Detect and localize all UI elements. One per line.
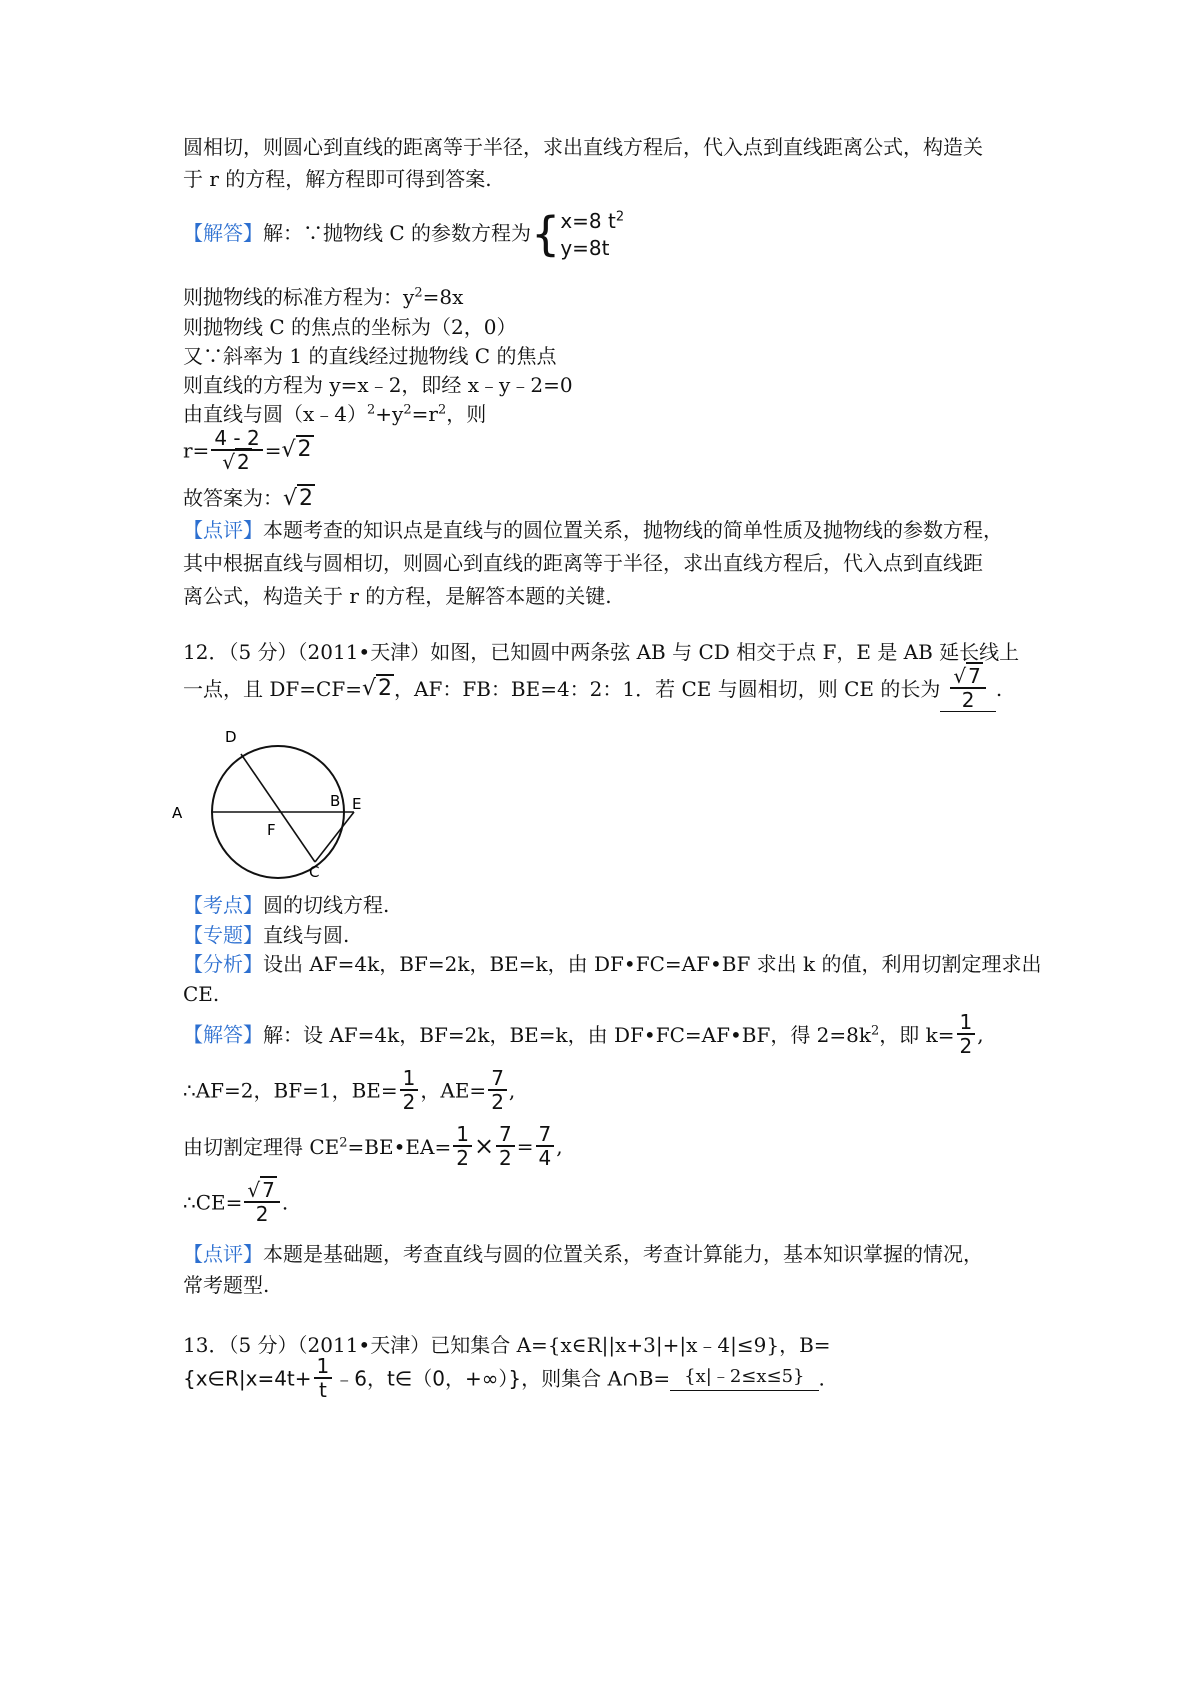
circle-figure xyxy=(168,722,368,880)
question-12-line: 一点，且 DF=CF=√2 ，AF：FB：BE=4：2：1．若 CE 与圆相切，则 CE 的长为 $\frac{√ 7}{2}$ . xyxy=(183,664,1003,712)
fx-line: 【分析】设出 AF=4k，BF=2k，BE=k，由 DF•FC=AF•BF 求出 k 的值，利用切割定理求出 xyxy=(183,952,1042,976)
answer-blank: {x|﹣2≤x≤5} xyxy=(670,1366,818,1391)
zt-line: 【专题】直线与圆. xyxy=(183,923,350,947)
tangent-ce xyxy=(315,812,354,862)
text-line: 则抛物线 C 的焦点的坐标为（2，0） xyxy=(183,315,517,339)
text-line: 故答案为：√2 xyxy=(183,486,314,511)
brace-icon: { xyxy=(531,207,561,261)
formula-r: r= $\frac{4 - 2}{√ 2}$ =√2 xyxy=(183,426,312,474)
text: 解：∵抛物线 C 的参数方程为 xyxy=(263,221,532,246)
text-line: 圆相切，则圆心到直线的距离等于半径，求出直线方程后，代入点到直线距离公式，构造关 xyxy=(183,135,983,159)
answer-line: 由切割定理得 $CE^2=BE•EA=$ $\frac{1}{2}$ × $\frac{7}{2}$ = $\frac{7}{4}$ , xyxy=(183,1122,563,1170)
answer-line: ∴CE= $\frac{√ 7}{2}$ . xyxy=(183,1178,289,1226)
answer-tag: 【解答】 xyxy=(183,221,263,246)
text-line: 则直线的方程为 y=x﹣2，即经 x﹣y﹣2=0 xyxy=(183,373,573,397)
kp-line: 【考点】圆的切线方程. xyxy=(183,893,390,917)
param-system: x=8 $t^2$ y=8t xyxy=(560,208,625,260)
text-line: 由直线与圆$(x﹣4)^2+y^2=r^2$，则 xyxy=(183,402,487,426)
label-a: A xyxy=(172,804,183,822)
comment-line: 常考题型. xyxy=(183,1273,270,1297)
question-13-line: {x∈R|x=4t+ $\frac{1}{t}$ ﹣6，t∈（0，+∞）}，则集合 A∩B= {x|﹣2≤x≤5} . xyxy=(183,1354,825,1402)
answer-line xyxy=(183,207,624,262)
comment-line: 其中根据直线与圆相切，则圆心到直线的距离等于半径，求出直线方程后，代入点到直线距 xyxy=(183,551,983,575)
label-e: E xyxy=(352,795,362,813)
question-13-line: 13．（5 分）（2011•天津）已知集合 A={x∈R||x+3|+|x﹣4|≤9}，B= xyxy=(183,1333,831,1357)
answer-line: ∴AF=2，BF=1，BE= $\frac{1}{2}$ ，AE= $\frac{7}{2}$ , xyxy=(183,1066,516,1114)
label-f: F xyxy=(267,821,276,839)
label-d: D xyxy=(225,728,237,746)
comment-line: 【点评】本题考查的知识点是直线与的圆位置关系，抛物线的简单性质及抛物线的参数方程， xyxy=(183,518,1003,542)
comment-line: 离公式，构造关于 r 的方程，是解答本题的关键. xyxy=(183,584,612,608)
fraction: $\frac{4 - 2}{√ 2}$ xyxy=(211,428,262,473)
fx-line: CE. xyxy=(183,982,220,1006)
text-line: 又∵斜率为 1 的直线经过抛物线 C 的焦点 xyxy=(183,344,557,368)
answer-blank: $\frac{√ 7}{2}$ xyxy=(940,666,995,712)
question-12-line: 12．（5 分）（2011•天津）如图，已知圆中两条弦 AB 与 CD 相交于点 F，E 是 AB 延长线上 xyxy=(183,640,1020,664)
chord-dc xyxy=(241,754,315,862)
label-c: C xyxy=(309,863,320,880)
comment-line: 【点评】本题是基础题，考查直线与圆的位置关系，考查计算能力，基本知识掌握的情况， xyxy=(183,1242,983,1266)
text-line: 于 r 的方程，解方程即可得到答案. xyxy=(183,167,492,191)
answer-line: 【解答】解：设 AF=4k，BF=2k，BE=k，由 DF•FC=AF•BF，得 $2=8k^2$，即 k= $\frac{1}{2}$ , xyxy=(183,1010,984,1058)
label-b: B xyxy=(330,792,341,810)
text-line: 则抛物线的标准方程为：$y^2=8x$ xyxy=(183,285,464,309)
